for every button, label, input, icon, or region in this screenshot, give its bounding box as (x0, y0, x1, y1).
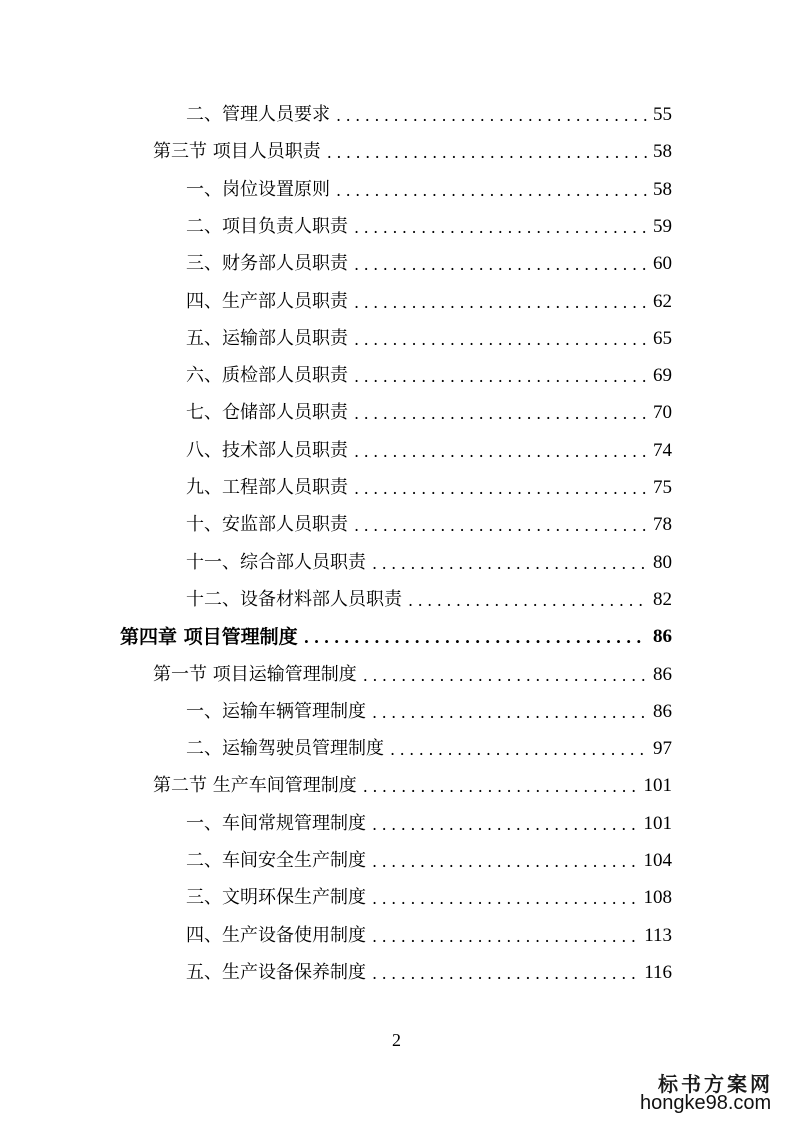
toc-entry-page-number: 59 (653, 215, 672, 237)
toc-entry-title: 四、生产部人员职责 (186, 290, 348, 312)
toc-subsection-entry[interactable] (186, 958, 672, 988)
toc-entry-title: 九、工程部人员职责 (186, 477, 348, 498)
dot-leader (372, 810, 638, 840)
dot-leader (354, 362, 647, 392)
toc-subsection-entry[interactable] (186, 436, 672, 466)
toc-entry-page-number: 75 (653, 477, 672, 498)
toc-entry-page-number: 97 (653, 738, 672, 760)
toc-entry-page-number: 101 (643, 775, 672, 797)
dot-leader (354, 288, 647, 318)
toc-entry-title: 十一、综合部人员职责 (186, 551, 366, 573)
watermark-logo (640, 1068, 790, 1118)
dot-leader (354, 213, 647, 243)
toc-entry-title: 八、技术部人员职责 (186, 439, 348, 461)
toc-entry-page-number: 69 (653, 365, 672, 387)
toc-entry-title: 三、文明环保生产制度 (186, 887, 366, 909)
toc-entry-page-number: 104 (643, 850, 672, 871)
toc-entry-title: 第二节 生产车间管理制度 (153, 775, 357, 797)
toc-subsection-entry[interactable] (186, 324, 672, 354)
toc-chapter-entry[interactable] (120, 622, 672, 652)
toc-subsection-entry[interactable] (186, 734, 672, 764)
toc-entry-title: 一、车间常规管理制度 (186, 812, 366, 834)
dot-leader (304, 623, 647, 653)
toc-entry-title: 二、运输驾驶员管理制度 (186, 738, 384, 760)
toc-entry-title: 三、财务部人员职责 (186, 253, 348, 275)
toc-entry-title: 第一节 项目运输管理制度 (153, 663, 357, 685)
toc-subsection-entry[interactable] (186, 809, 672, 839)
watermark-text: 标书方案网 (658, 1072, 773, 1096)
toc-section-entry[interactable] (153, 660, 672, 690)
toc-entry-page-number: 86 (653, 626, 672, 648)
toc-entry-title: 七、仓储部人员职责 (186, 402, 348, 424)
toc-subsection-entry[interactable] (186, 249, 672, 279)
dot-leader (354, 399, 647, 429)
toc-entry-page-number: 78 (653, 514, 672, 536)
toc-entry-page-number: 108 (643, 887, 672, 909)
toc-entry-title: 十、安监部人员职责 (186, 514, 348, 536)
toc-subsection-entry[interactable] (186, 398, 672, 428)
toc-entry-title: 五、运输部人员职责 (186, 327, 348, 349)
toc-entry-title: 一、岗位设置原则 (186, 178, 330, 200)
toc-subsection-entry[interactable] (186, 100, 672, 130)
toc-entry-page-number: 80 (653, 551, 672, 573)
toc-subsection-entry[interactable] (186, 921, 672, 951)
dot-leader (363, 772, 638, 802)
dot-leader (372, 884, 638, 914)
dot-leader (408, 586, 647, 616)
dot-leader (327, 138, 647, 168)
toc-entry-title: 第三节 项目人员职责 (153, 141, 321, 163)
toc-entry-title: 第四章 项目管理制度 (120, 626, 298, 649)
dot-leader (354, 437, 647, 467)
toc-entry-page-number: 55 (653, 104, 672, 125)
toc-subsection-entry[interactable] (186, 361, 672, 391)
toc-subsection-entry[interactable] (186, 287, 672, 317)
dot-leader (372, 847, 638, 877)
toc-entry-page-number: 86 (653, 663, 672, 685)
dot-leader (372, 698, 647, 728)
dot-leader (363, 661, 647, 691)
dot-leader (354, 325, 647, 355)
dot-leader (354, 250, 647, 280)
toc-entry-page-number: 74 (653, 439, 672, 461)
toc-entry-page-number: 101 (643, 812, 672, 834)
dot-leader (372, 549, 647, 579)
dot-leader (354, 474, 647, 504)
watermark-url: hongke98.com (640, 1092, 772, 1114)
toc-subsection-entry[interactable] (186, 473, 672, 503)
toc-entry-title: 二、车间安全生产制度 (186, 850, 366, 871)
toc-entry-title: 二、管理人员要求 (186, 104, 330, 125)
toc-subsection-entry[interactable] (186, 175, 672, 205)
dot-leader (372, 922, 638, 952)
dot-leader (336, 101, 647, 131)
toc-section-entry[interactable] (153, 771, 672, 801)
toc-entry-page-number: 60 (653, 253, 672, 275)
toc-entry-page-number: 70 (653, 402, 672, 424)
toc-entry-page-number: 58 (653, 141, 672, 163)
toc-entry-page-number: 86 (653, 700, 672, 722)
dot-leader (372, 959, 638, 989)
dot-leader (390, 735, 647, 765)
page-number: 2 (392, 1030, 401, 1050)
toc-subsection-entry[interactable] (186, 585, 672, 615)
toc-subsection-entry[interactable] (186, 883, 672, 913)
dot-leader (354, 511, 647, 541)
toc-section-entry[interactable] (153, 137, 672, 167)
toc-entry-page-number: 82 (653, 588, 672, 610)
toc-entry-page-number: 116 (644, 961, 672, 983)
toc-entry-title: 十二、设备材料部人员职责 (186, 588, 402, 610)
toc-entry-title: 六、质检部人员职责 (186, 365, 348, 387)
toc-subsection-entry[interactable] (186, 697, 672, 727)
toc-subsection-entry[interactable] (186, 212, 672, 242)
toc-entry-page-number: 58 (653, 178, 672, 200)
toc-entry-title: 一、运输车辆管理制度 (186, 700, 366, 722)
toc-entry-page-number: 65 (653, 327, 672, 349)
toc-entry-page-number: 62 (653, 290, 672, 312)
toc-entry-page-number: 113 (644, 924, 672, 946)
toc-entry-title: 五、生产设备保养制度 (186, 961, 366, 983)
toc-subsection-entry[interactable] (186, 548, 672, 578)
toc-entry-title: 二、项目负责人职责 (186, 215, 348, 237)
dot-leader (336, 176, 647, 206)
toc-entry-title: 四、生产设备使用制度 (186, 924, 366, 946)
toc-subsection-entry[interactable] (186, 846, 672, 876)
toc-subsection-entry[interactable] (186, 510, 672, 540)
